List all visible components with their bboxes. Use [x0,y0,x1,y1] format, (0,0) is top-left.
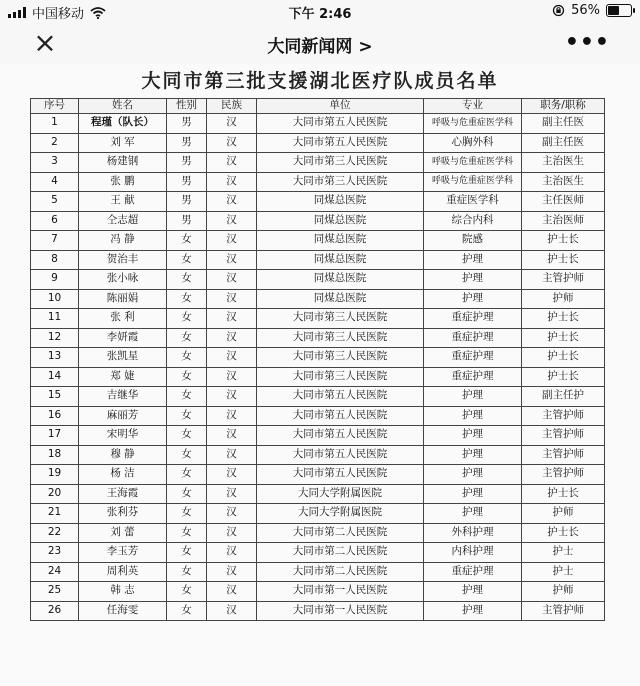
cell-col-name: 周利英 [79,562,167,582]
cell-col-unit: 大同市第三人民医院 [257,348,424,368]
table-row [31,250,605,270]
cell-col-unit: 大同市第五人民医院 [257,406,424,426]
cell-col-ethnicity: 汉 [207,445,257,465]
cell-col-name: 宋明华 [79,426,167,446]
cell-col-ethnicity: 汉 [207,231,257,251]
cell-col-specialty: 院感 [424,231,522,251]
cell-col-name: 张凯星 [79,348,167,368]
cell-col-index: 19 [31,465,79,485]
table-row [31,387,605,407]
table-row [31,484,605,504]
cell-col-gender: 女 [167,426,207,446]
cell-col-index: 25 [31,582,79,602]
table-row [31,172,605,192]
cell-col-title: 护士长 [522,367,605,387]
cell-col-unit: 大同市第二人民医院 [257,543,424,563]
cell-col-title: 主治医师 [522,211,605,231]
cell-col-unit: 大同市第三人民医院 [257,309,424,329]
cell-col-index: 20 [31,484,79,504]
cell-col-index: 6 [31,211,79,231]
cell-col-unit: 同煤总医院 [257,231,424,251]
cell-col-specialty: 呼吸与危重症医学科 [424,172,522,192]
cell-col-name: 王海霞 [79,484,167,504]
cell-col-specialty: 重症护理 [424,367,522,387]
cell-col-specialty: 护理 [424,250,522,270]
header-col-gender: 性别 [167,99,207,114]
nav-bar [0,22,640,65]
cell-col-index: 22 [31,523,79,543]
table-row [31,270,605,290]
cell-col-ethnicity: 汉 [207,523,257,543]
table-row [31,601,605,621]
cell-col-unit: 大同市第二人民医院 [257,523,424,543]
cell-col-index: 14 [31,367,79,387]
cell-col-title: 主管护师 [522,406,605,426]
table-row [31,562,605,582]
cell-col-index: 24 [31,562,79,582]
header-col-ethnicity: 民族 [207,99,257,114]
cell-col-specialty: 重症护理 [424,328,522,348]
table-row [31,289,605,309]
cell-col-unit: 同煤总医院 [257,289,424,309]
cell-col-name: 张利芬 [79,504,167,524]
table-row [31,504,605,524]
cell-col-title: 护士长 [522,348,605,368]
cell-col-ethnicity: 汉 [207,270,257,290]
cell-col-gender: 女 [167,504,207,524]
cell-col-index: 3 [31,153,79,173]
cell-col-ethnicity: 汉 [207,133,257,153]
cell-col-unit: 大同市第五人民医院 [257,114,424,134]
cell-col-title: 护士长 [522,484,605,504]
cell-col-gender: 男 [167,172,207,192]
cell-col-index: 15 [31,387,79,407]
battery-fill [608,6,619,15]
table-row [31,153,605,173]
table-row [31,582,605,602]
cell-col-name: 冯 静 [79,231,167,251]
cell-col-ethnicity: 汉 [207,426,257,446]
cell-col-title: 主治医生 [522,153,605,173]
cell-col-ethnicity: 汉 [207,348,257,368]
cell-col-specialty: 护理 [424,601,522,621]
cell-col-name: 韩 志 [79,582,167,602]
cell-col-index: 9 [31,270,79,290]
carrier-label: 中国移动 [32,7,85,22]
cell-col-unit: 大同市第五人民医院 [257,465,424,485]
cell-col-gender: 男 [167,211,207,231]
cell-col-title: 护师 [522,504,605,524]
table-body [31,114,605,621]
cell-col-name: 李妍霞 [79,328,167,348]
document-title: 大同市第三批支援湖北医疗队成员名单 [141,70,499,92]
cell-col-title: 主管护师 [522,601,605,621]
status-bar [0,0,640,22]
cell-col-unit: 同煤总医院 [257,211,424,231]
table-row [31,543,605,563]
cell-col-gender: 女 [167,231,207,251]
cell-col-index: 26 [31,601,79,621]
cell-col-ethnicity: 汉 [207,114,257,134]
cell-col-index: 7 [31,231,79,251]
cell-col-title: 主管护师 [522,270,605,290]
cell-col-name: 吉继华 [79,387,167,407]
cell-col-title: 护士 [522,543,605,563]
cell-col-name: 杨 洁 [79,465,167,485]
cell-col-index: 18 [31,445,79,465]
cell-col-unit: 大同市第五人民医院 [257,445,424,465]
cell-col-ethnicity: 汉 [207,601,257,621]
cell-col-unit: 大同大学附属医院 [257,484,424,504]
cell-col-specialty: 护理 [424,582,522,602]
cell-col-index: 8 [31,250,79,270]
cell-col-name: 麻丽芳 [79,406,167,426]
cell-col-unit: 大同市第三人民医院 [257,172,424,192]
cell-col-name: 张 利 [79,309,167,329]
cell-col-ethnicity: 汉 [207,289,257,309]
cell-col-ethnicity: 汉 [207,406,257,426]
cell-col-gender: 女 [167,289,207,309]
table-row [31,523,605,543]
cell-col-index: 2 [31,133,79,153]
cell-col-ethnicity: 汉 [207,504,257,524]
cell-col-title: 主管护师 [522,426,605,446]
cell-col-gender: 女 [167,465,207,485]
table-row [31,133,605,153]
cell-col-gender: 女 [167,445,207,465]
cell-col-unit: 大同市第二人民医院 [257,562,424,582]
cell-col-unit: 大同市第五人民医院 [257,133,424,153]
cell-col-name: 王 献 [79,192,167,212]
table-row [31,231,605,251]
document-image [0,64,640,686]
cell-col-unit: 大同市第三人民医院 [257,153,424,173]
cell-col-title: 护士长 [522,250,605,270]
cell-col-index: 10 [31,289,79,309]
table-row [31,114,605,134]
cell-col-title: 副主任护 [522,387,605,407]
header-col-index: 序号 [31,99,79,114]
cell-col-name: 程瑾（队长） [79,114,167,134]
cell-col-specialty: 呼吸与危重症医学科 [424,114,522,134]
cell-col-gender: 女 [167,543,207,563]
cell-col-ethnicity: 汉 [207,582,257,602]
cell-col-specialty: 护理 [424,387,522,407]
cell-col-ethnicity: 汉 [207,309,257,329]
cell-col-unit: 同煤总医院 [257,192,424,212]
cell-col-ethnicity: 汉 [207,367,257,387]
table-row [31,367,605,387]
cell-col-ethnicity: 汉 [207,465,257,485]
cell-col-gender: 女 [167,309,207,329]
cell-col-gender: 女 [167,562,207,582]
battery-percent: 56% [571,3,600,18]
header-col-title: 职务/职称 [522,99,605,114]
cell-col-name: 陈丽娟 [79,289,167,309]
cell-col-title: 护师 [522,582,605,602]
cell-col-specialty: 重症护理 [424,348,522,368]
cell-col-title: 主治医生 [522,172,605,192]
cell-col-index: 16 [31,406,79,426]
cell-col-unit: 同煤总医院 [257,270,424,290]
cell-col-specialty: 综合内科 [424,211,522,231]
cell-col-specialty: 护理 [424,504,522,524]
table-row [31,426,605,446]
cell-col-ethnicity: 汉 [207,192,257,212]
cell-col-gender: 男 [167,153,207,173]
cell-col-specialty: 护理 [424,289,522,309]
cell-col-index: 13 [31,348,79,368]
cell-col-ethnicity: 汉 [207,153,257,173]
cell-col-title: 护士长 [522,328,605,348]
cell-col-name: 贺治丰 [79,250,167,270]
cell-col-specialty: 内科护理 [424,543,522,563]
cell-col-ethnicity: 汉 [207,211,257,231]
cell-col-ethnicity: 汉 [207,543,257,563]
cell-col-name: 郑 婕 [79,367,167,387]
cell-col-specialty: 护理 [424,445,522,465]
cell-col-ethnicity: 汉 [207,562,257,582]
cell-col-unit: 大同市第五人民医院 [257,426,424,446]
cell-col-unit: 大同市第一人民医院 [257,601,424,621]
cell-col-specialty: 重症护理 [424,309,522,329]
cell-col-index: 1 [31,114,79,134]
cell-col-unit: 大同市第五人民医院 [257,387,424,407]
more-options-icon[interactable]: ••• [564,30,610,55]
battery-icon [606,4,632,17]
cell-col-unit: 大同大学附属医院 [257,504,424,524]
cell-col-ethnicity: 汉 [207,484,257,504]
close-icon[interactable]: × [33,26,57,59]
cell-col-index: 17 [31,426,79,446]
cell-col-gender: 女 [167,250,207,270]
cell-col-ethnicity: 汉 [207,387,257,407]
cell-col-index: 5 [31,192,79,212]
cell-col-specialty: 护理 [424,426,522,446]
table-row [31,309,605,329]
cell-col-gender: 男 [167,192,207,212]
cell-col-gender: 女 [167,582,207,602]
cell-col-index: 21 [31,504,79,524]
cell-col-gender: 女 [167,387,207,407]
cell-col-specialty: 护理 [424,484,522,504]
cell-col-name: 杨建钢 [79,153,167,173]
cell-col-gender: 男 [167,114,207,134]
cell-col-unit: 大同市第三人民医院 [257,328,424,348]
page-title[interactable]: 大同新闻网 > [267,37,373,57]
cell-col-title: 护士长 [522,523,605,543]
cell-col-specialty: 外科护理 [424,523,522,543]
cell-col-gender: 女 [167,523,207,543]
cell-col-index: 4 [31,172,79,192]
table-row [31,348,605,368]
cell-col-unit: 大同市第一人民医院 [257,582,424,602]
cell-col-specialty: 呼吸与危重症医学科 [424,153,522,173]
cell-col-gender: 女 [167,367,207,387]
cell-col-title: 护士长 [522,309,605,329]
cell-col-gender: 女 [167,406,207,426]
cell-col-gender: 男 [167,133,207,153]
cell-col-name: 李玉芳 [79,543,167,563]
cell-col-name: 张 鹏 [79,172,167,192]
table-row [31,465,605,485]
header-col-specialty: 专业 [424,99,522,114]
table-row [31,211,605,231]
cell-col-index: 11 [31,309,79,329]
cell-col-specialty: 重症医学科 [424,192,522,212]
cell-col-gender: 女 [167,601,207,621]
cell-col-name: 仝志超 [79,211,167,231]
cell-col-ethnicity: 汉 [207,172,257,192]
cell-col-specialty: 护理 [424,270,522,290]
table-row [31,406,605,426]
cell-col-index: 12 [31,328,79,348]
cell-col-gender: 女 [167,270,207,290]
cell-col-unit: 大同市第三人民医院 [257,367,424,387]
cell-col-name: 张小咏 [79,270,167,290]
cell-col-name: 穆 静 [79,445,167,465]
cell-col-specialty: 护理 [424,465,522,485]
cell-col-unit: 同煤总医院 [257,250,424,270]
cell-col-gender: 女 [167,348,207,368]
cell-col-title: 副主任医 [522,114,605,134]
header-col-name: 姓名 [79,99,167,114]
cell-col-gender: 女 [167,484,207,504]
table-row [31,445,605,465]
cell-col-specialty: 重症护理 [424,562,522,582]
table-row [31,192,605,212]
cell-col-title: 主管护师 [522,465,605,485]
cell-col-title: 副主任医 [522,133,605,153]
header-col-unit: 单位 [257,99,424,114]
cell-col-title: 护士 [522,562,605,582]
cell-col-specialty: 护理 [424,406,522,426]
status-right [552,3,632,18]
member-table [30,98,605,621]
cell-col-title: 护士长 [522,231,605,251]
cell-col-name: 刘 军 [79,133,167,153]
cell-col-name: 任海雯 [79,601,167,621]
cell-col-title: 主管护师 [522,445,605,465]
cell-col-gender: 女 [167,328,207,348]
cell-col-ethnicity: 汉 [207,328,257,348]
cell-col-specialty: 心胸外科 [424,133,522,153]
cell-col-ethnicity: 汉 [207,250,257,270]
cell-col-title: 护师 [522,289,605,309]
cell-col-index: 23 [31,543,79,563]
table-row [31,328,605,348]
cell-col-title: 主任医师 [522,192,605,212]
cell-col-name: 刘 蕾 [79,523,167,543]
table-header-row [31,99,605,114]
status-time: 下午 2:46 [288,7,352,22]
orientation-lock-icon [552,4,565,17]
